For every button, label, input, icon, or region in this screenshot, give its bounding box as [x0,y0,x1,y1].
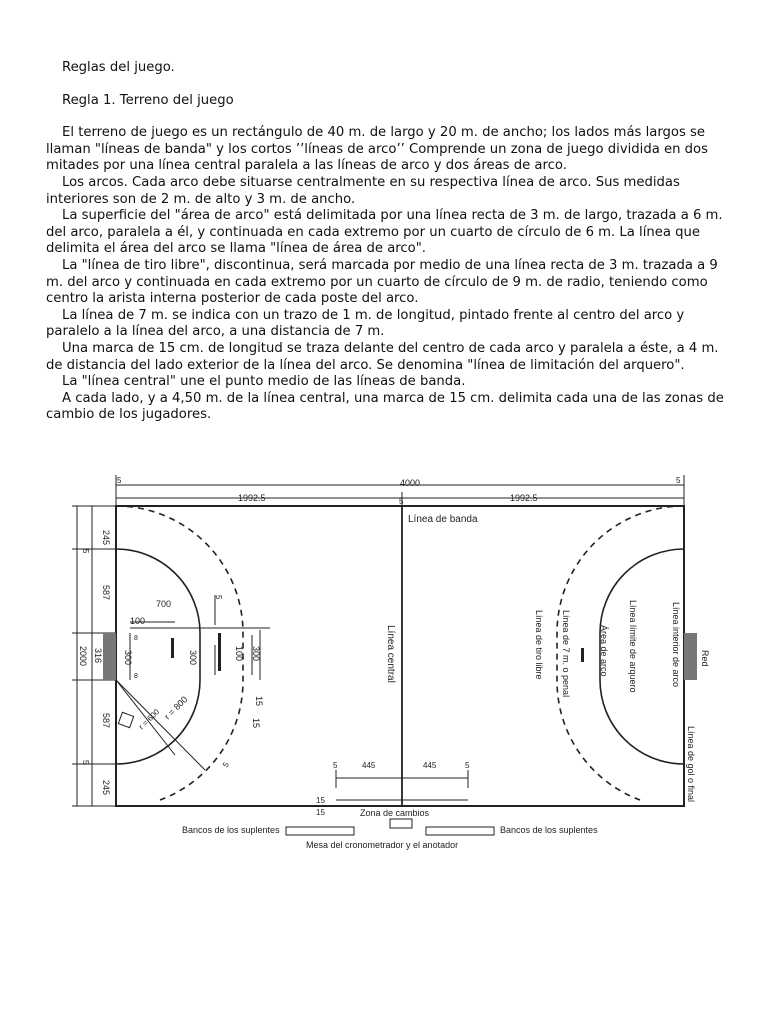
dim-5-left: 5 [117,476,122,485]
label-bancos-der: Bancos de los suplentes [500,825,598,835]
label-linea-limite: Línea límite de arquero [628,600,638,693]
left-dim-245-top: 245 [101,530,111,546]
left-dim-316: 316 [93,648,103,664]
dim-15a-label: 15 [254,696,264,707]
left-dim-2000: 2000 [78,646,88,667]
radius-800-line [116,680,205,770]
dim-5-arc-label: 5 [220,760,231,769]
right-free-throw-line [557,506,684,800]
penalty-mark-right [581,648,584,662]
paragraph-zona-cambios: A cada lado, y a 4,50 m. de la línea central, una marca de 15 cm. delimita cada una de las zonas de cambio de los jugadores. [46,390,724,423]
paragraph-arcos: Los arcos. Cada arco debe situarse centralmente en su respectiva línea de arco. Sus medidas interiores son de 2 m. de alto y 3 m. de ancho. [46,174,680,207]
bench-right [426,827,494,835]
limit-mark-left [218,633,221,671]
dim-100b-label: 100 [234,646,244,662]
rules-text [46,60,726,424]
paragraph-tiro-libre: La "línea de tiro libre", discontinua, será marcada por medio de una línea recta de 3 m. trazada a 9 m. del arco y continuada en cada extremo por un cuarto de círculo de 9 m. de radio, teniendo como centro la arista interna posterior de cada poste del arco. [46,257,718,307]
dim-100-label: 100 [130,616,146,626]
paragraph-linea-central: La "línea central" une el punto medio de las líneas de banda. [62,374,466,390]
sub-dim-5b: 5 [465,761,470,770]
label-mesa: Mesa del cronometrador y el anotador [306,840,459,850]
sub-dim-15a: 15 [316,796,325,805]
paragraph-limite-arquero: Una marca de 15 cm. de longitud se traza delante del centro de cada arco y paralela a éste, a 4 m. de distancia del lado exterior de la línea del arco. Se denomina "línea de limitación del arquero". [46,340,719,373]
label-linea-gol: Línea de gol o final [686,726,696,803]
left-dim-245-bottom: 245 [101,780,111,796]
label-linea-banda: Línea de banda [408,514,478,525]
left-free-throw-line [116,506,243,800]
dim-5-vert-label: 5 [214,595,223,600]
penalty-mark-left [171,638,174,658]
sub-dim-445a: 445 [362,761,376,770]
label-linea-7m: Línea de 7 m. o penal [561,610,571,698]
label-bancos-izq: Bancos de los suplentes [182,825,280,835]
dim-half-left-label: 1992.5 [238,493,266,503]
label-linea-central: Línea central [385,625,396,683]
court-diagram [70,470,710,860]
dim-5-right: 5 [676,476,681,485]
dim-5-center: 5 [399,497,404,506]
left-dim-587-top: 587 [101,585,111,601]
goal-post-square [118,712,133,727]
label-linea-interior: Línea interior de arco [671,602,681,688]
radius-800-label: r = 800 [162,694,190,722]
dim-8-a: 8 [134,635,138,642]
scorer-table [390,819,412,828]
dim-300c-label: 300 [251,646,261,662]
dim-700-label: 700 [156,599,172,609]
dim-8-b: 8 [134,673,138,680]
paragraph-linea-7m: La línea de 7 m. se indica con un trazo de 1 m. de longitud, pintado frente al centro del arco y paralelo a la línea del arco, a una distancia de 7 m. [46,307,685,340]
paragraph-area-arco: La superficie del "área de arco" está delimitada por una línea recta de 3 m. de largo, trazada a 6 m. del arco, paralela a él, y continuada en cada extremo por un cuarto de círculo de 6 m. La línea que delimita el área del arco se llama "línea de área de arco". [46,208,723,257]
left-dim-587-bottom: 587 [101,713,111,729]
label-zona-cambios: Zona de cambios [360,808,430,818]
label-area-arco: Área de arco [599,625,609,677]
bench-left [286,827,354,835]
sub-dim-5a: 5 [333,761,338,770]
label-linea-tiro: Línea de tiro libre [534,610,544,680]
right-goal-net [684,633,697,680]
left-dim-5-b: 5 [81,760,90,765]
sub-dim-15b: 15 [316,808,325,817]
left-goal-net [103,633,116,680]
dim-half-right-label: 1992.5 [510,493,538,503]
document-title: Reglas del juego. [62,60,175,75]
label-red: Red [700,650,710,667]
paragraph-terreno: El terreno de juego es un rectángulo de 40 m. de largo y 20 m. de ancho; los lados más largos se llaman "líneas de banda" y los cortos ’’líneas de arco’’ Comprende un zona de juego dividida en dos mitades por una línea central paralela a las líneas de arco y dos áreas de arco. [46,125,708,174]
court-diagram-svg [70,470,710,860]
left-dim-5-a: 5 [81,549,90,554]
dim-300b-label: 300 [188,650,198,666]
dim-300-goal: 300 [123,650,133,666]
dim-15b-label: 15 [251,718,261,729]
field-outline [116,506,684,806]
dim-total-label: 4000 [400,478,421,488]
sub-dim-445b: 445 [423,761,437,770]
section-title: Regla 1. Terreno del juego [62,92,234,108]
radius-600-label: r = 600 [137,707,162,732]
